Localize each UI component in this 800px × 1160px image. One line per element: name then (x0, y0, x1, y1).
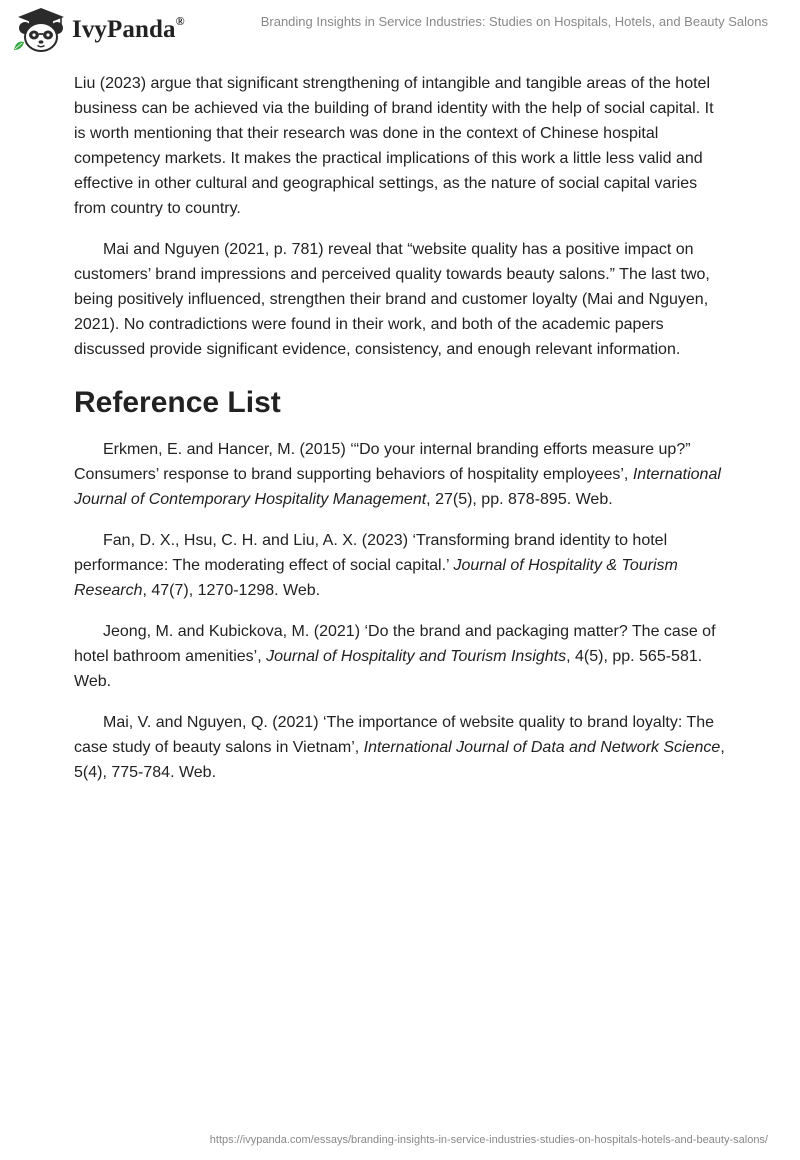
journal-title: International Journal of Data and Network Science (363, 739, 721, 756)
body-paragraph: Mai and Nguyen (2021, p. 781) reveal that “website quality has a positive impact on customers’ brand impressions and perceived quality towards beauty salons.” The last two, being positively influenced, strengthen their brand and customer loyalty (Mai and Nguyen, 2021). No contradictions were found in their work, and both of the academic papers discussed provide significant evidence, consistency, and enough relevant information. (74, 241, 710, 358)
source-url-link[interactable]: https://ivypanda.com/essays/branding-insights-in-service-industries-studies-on-hospitals-hotels-and-beauty-salons/ (209, 1134, 768, 1146)
reference-item: Jeong, M. and Kubickova, M. (2021) ‘Do the brand and packaging matter? The case of hotel bathroom amenities’, Journal of Hospitality and Tourism Insights, 4(5), pp. 565-581. Web. (74, 623, 716, 690)
panda-graduation-icon (12, 6, 70, 54)
journal-title: Journal of Hospitality and Tourism Insights (266, 648, 567, 665)
reference-list-heading: Reference List (74, 386, 281, 419)
document-title: Branding Insights in Service Industries: Studies on Hospitals, Hotels, and Beauty Salons (260, 14, 768, 29)
journal-title: International Journal of Contemporary Hospitality Management (74, 466, 721, 508)
logo-wordmark: IvyPanda® (72, 13, 185, 43)
reference-item: Erkmen, E. and Hancer, M. (2015) ‘“Do your internal branding efforts measure up?” Consumers’ response to brand supporting behaviors of hospitality employees’, International Journal of Contemporary Hospitality Management, 27(5), pp. 878-895. Web. (74, 441, 721, 508)
reference-item: Fan, D. X., Hsu, C. H. and Liu, A. X. (2023) ‘Transforming brand identity to hotel performance: The moderating effect of social capital.’ Journal of Hospitality & Tourism Research, 47(7), 1270-1298. Web. (74, 532, 678, 599)
reference-item: Mai, V. and Nguyen, Q. (2021) ‘The importance of website quality to brand loyalty: The case study of beauty salons in Vietnam’, International Journal of Data and Network Science, 5(4), 775-784. Web. (74, 714, 725, 781)
document-body (74, 71, 726, 801)
journal-title: Journal of Hospitality & Tourism Research (74, 557, 678, 599)
ivypanda-logo[interactable] (12, 6, 185, 54)
body-paragraph: Liu (2023) argue that significant strengthening of intangible and tangible areas of the hotel business can be achieved via the building of brand identity with the help of social capital. It is worth mentioning that their research was done in the context of Chinese hospital competency markets. It makes the practical implications of this work a little less valid and effective in other cultural and geographical settings, as the nature of social capital varies from country to country. (74, 75, 714, 217)
